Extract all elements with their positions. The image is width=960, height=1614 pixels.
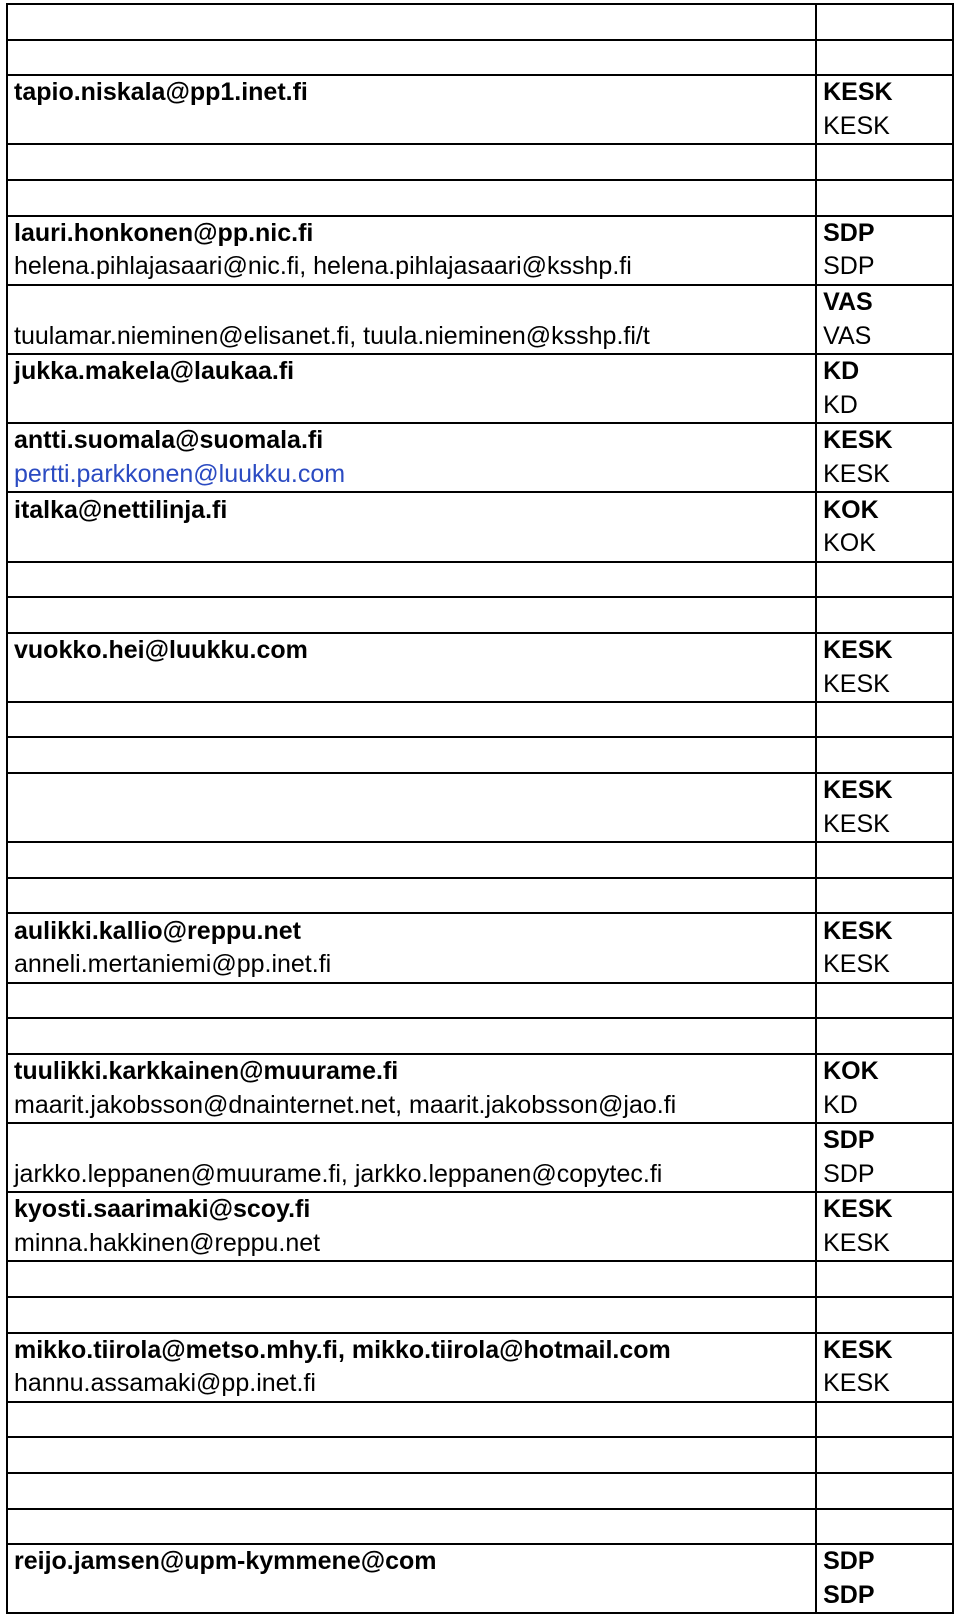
party-cell: KD	[816, 1088, 953, 1123]
party-cell: KESK	[816, 773, 953, 808]
party-cell: KOK	[816, 527, 953, 562]
email-cell	[7, 1261, 816, 1297]
party-cell	[816, 1018, 953, 1054]
party-cell	[816, 597, 953, 633]
table-row	[7, 492, 953, 527]
email-cell: helena.pihlajasaari@nic.fi, helena.pihlajasaari@ksshp.fi	[7, 250, 816, 285]
table-row	[7, 842, 953, 878]
table-row	[7, 1227, 953, 1262]
table-row	[7, 808, 953, 843]
party-cell	[816, 1437, 953, 1473]
party-cell	[816, 1297, 953, 1333]
email-cell	[7, 1579, 816, 1614]
party-cell	[816, 40, 953, 76]
table-row	[7, 1088, 953, 1123]
party-cell	[816, 1261, 953, 1297]
email-cell	[7, 1402, 816, 1438]
email-cell	[7, 144, 816, 180]
table-row	[7, 250, 953, 285]
table-row	[7, 562, 953, 598]
table-row	[7, 285, 953, 320]
party-cell: KESK	[816, 1192, 953, 1227]
party-cell: KOK	[816, 1054, 953, 1089]
table-row	[7, 4, 953, 40]
party-cell: KESK	[816, 458, 953, 493]
party-cell: KESK	[816, 808, 953, 843]
table-row	[7, 389, 953, 424]
table-row	[7, 1192, 953, 1227]
email-cell	[7, 4, 816, 40]
email-cell: italka@nettilinja.fi	[7, 492, 816, 527]
table-row	[7, 948, 953, 983]
party-cell: KESK	[816, 1367, 953, 1402]
email-cell	[7, 878, 816, 914]
party-cell: VAS	[816, 285, 953, 320]
table-row	[7, 1509, 953, 1545]
table-row	[7, 667, 953, 702]
email-cell: maarit.jakobsson@dnainternet.net, maarit.jakobsson@jao.fi	[7, 1088, 816, 1123]
party-cell: KESK	[816, 423, 953, 458]
table-row	[7, 1158, 953, 1193]
table-row	[7, 1579, 953, 1614]
table-row	[7, 1297, 953, 1333]
email-cell: jukka.makela@laukaa.fi	[7, 354, 816, 389]
party-cell: VAS	[816, 319, 953, 354]
email-cell: minna.hakkinen@reppu.net	[7, 1227, 816, 1262]
email-cell	[7, 40, 816, 76]
email-cell: lauri.honkonen@pp.nic.fi	[7, 216, 816, 251]
table-row	[7, 773, 953, 808]
email-cell	[7, 1437, 816, 1473]
table-row	[7, 1402, 953, 1438]
email-cell	[7, 808, 816, 843]
email-cell	[7, 285, 816, 320]
table-row	[7, 319, 953, 354]
party-cell: KESK	[816, 633, 953, 668]
party-cell	[816, 983, 953, 1019]
party-cell	[816, 842, 953, 878]
table-row	[7, 1333, 953, 1368]
email-cell	[7, 737, 816, 773]
table-row	[7, 913, 953, 948]
party-cell	[816, 1473, 953, 1509]
email-cell: anneli.mertaniemi@pp.inet.fi	[7, 948, 816, 983]
party-cell: SDP	[816, 216, 953, 251]
party-cell: SDP	[816, 1123, 953, 1158]
table-row	[7, 75, 953, 110]
table-row	[7, 1054, 953, 1089]
table-row	[7, 1261, 953, 1297]
party-cell: KOK	[816, 492, 953, 527]
party-cell: KD	[816, 354, 953, 389]
email-cell: aulikki.kallio@reppu.net	[7, 913, 816, 948]
party-cell	[816, 562, 953, 598]
party-cell: KESK	[816, 1333, 953, 1368]
table-row	[7, 737, 953, 773]
email-cell	[7, 1123, 816, 1158]
email-cell	[7, 597, 816, 633]
table-row	[7, 1437, 953, 1473]
party-cell	[816, 737, 953, 773]
table-row	[7, 354, 953, 389]
party-cell: KESK	[816, 75, 953, 110]
email-cell	[7, 773, 816, 808]
table-row	[7, 1123, 953, 1158]
party-cell: SDP	[816, 1544, 953, 1579]
party-cell	[816, 878, 953, 914]
party-cell	[816, 144, 953, 180]
table-row	[7, 1018, 953, 1054]
party-cell: SDP	[816, 250, 953, 285]
party-cell: SDP	[816, 1158, 953, 1193]
email-cell: hannu.assamaki@pp.inet.fi	[7, 1367, 816, 1402]
party-cell: KESK	[816, 110, 953, 145]
email-cell: antti.suomala@suomala.fi	[7, 423, 816, 458]
table-row	[7, 527, 953, 562]
party-cell: KESK	[816, 913, 953, 948]
table-row	[7, 878, 953, 914]
table-row	[7, 110, 953, 145]
party-cell	[816, 702, 953, 738]
table-row	[7, 1544, 953, 1579]
party-cell: SDP	[816, 1579, 953, 1614]
contact-table	[6, 3, 954, 1614]
email-cell	[7, 527, 816, 562]
email-cell[interactable]: pertti.parkkonen@luukku.com	[7, 458, 816, 493]
email-cell	[7, 702, 816, 738]
email-cell	[7, 667, 816, 702]
table-row	[7, 180, 953, 216]
table-row	[7, 423, 953, 458]
table-row	[7, 597, 953, 633]
table-row	[7, 144, 953, 180]
table-row	[7, 216, 953, 251]
party-cell	[816, 180, 953, 216]
table-row	[7, 1367, 953, 1402]
party-cell: KESK	[816, 1227, 953, 1262]
table-row	[7, 1473, 953, 1509]
table-row	[7, 40, 953, 76]
table-row	[7, 983, 953, 1019]
email-cell	[7, 1473, 816, 1509]
email-cell	[7, 1509, 816, 1545]
contact-table-body	[7, 4, 953, 1613]
party-cell: KESK	[816, 667, 953, 702]
table-row	[7, 702, 953, 738]
email-cell: jarkko.leppanen@muurame.fi, jarkko.leppanen@copytec.fi	[7, 1158, 816, 1193]
email-cell: tuulamar.nieminen@elisanet.fi, tuula.nieminen@ksshp.fi/t	[7, 319, 816, 354]
party-cell	[816, 1402, 953, 1438]
email-cell: kyosti.saarimaki@scoy.fi	[7, 1192, 816, 1227]
table-row	[7, 458, 953, 493]
email-cell	[7, 389, 816, 424]
email-cell: vuokko.hei@luukku.com	[7, 633, 816, 668]
email-cell	[7, 842, 816, 878]
email-cell: tuulikki.karkkainen@muurame.fi	[7, 1054, 816, 1089]
party-cell	[816, 4, 953, 40]
email-cell	[7, 1297, 816, 1333]
email-cell: reijo.jamsen@upm-kymmene@com	[7, 1544, 816, 1579]
party-cell: KESK	[816, 948, 953, 983]
email-cell	[7, 180, 816, 216]
party-cell: KD	[816, 389, 953, 424]
email-cell: tapio.niskala@pp1.inet.fi	[7, 75, 816, 110]
email-cell	[7, 562, 816, 598]
party-cell	[816, 1509, 953, 1545]
email-cell: mikko.tiirola@metso.mhy.fi, mikko.tiirola@hotmail.com	[7, 1333, 816, 1368]
table-row	[7, 633, 953, 668]
email-cell	[7, 1018, 816, 1054]
email-cell	[7, 110, 816, 145]
email-cell	[7, 983, 816, 1019]
